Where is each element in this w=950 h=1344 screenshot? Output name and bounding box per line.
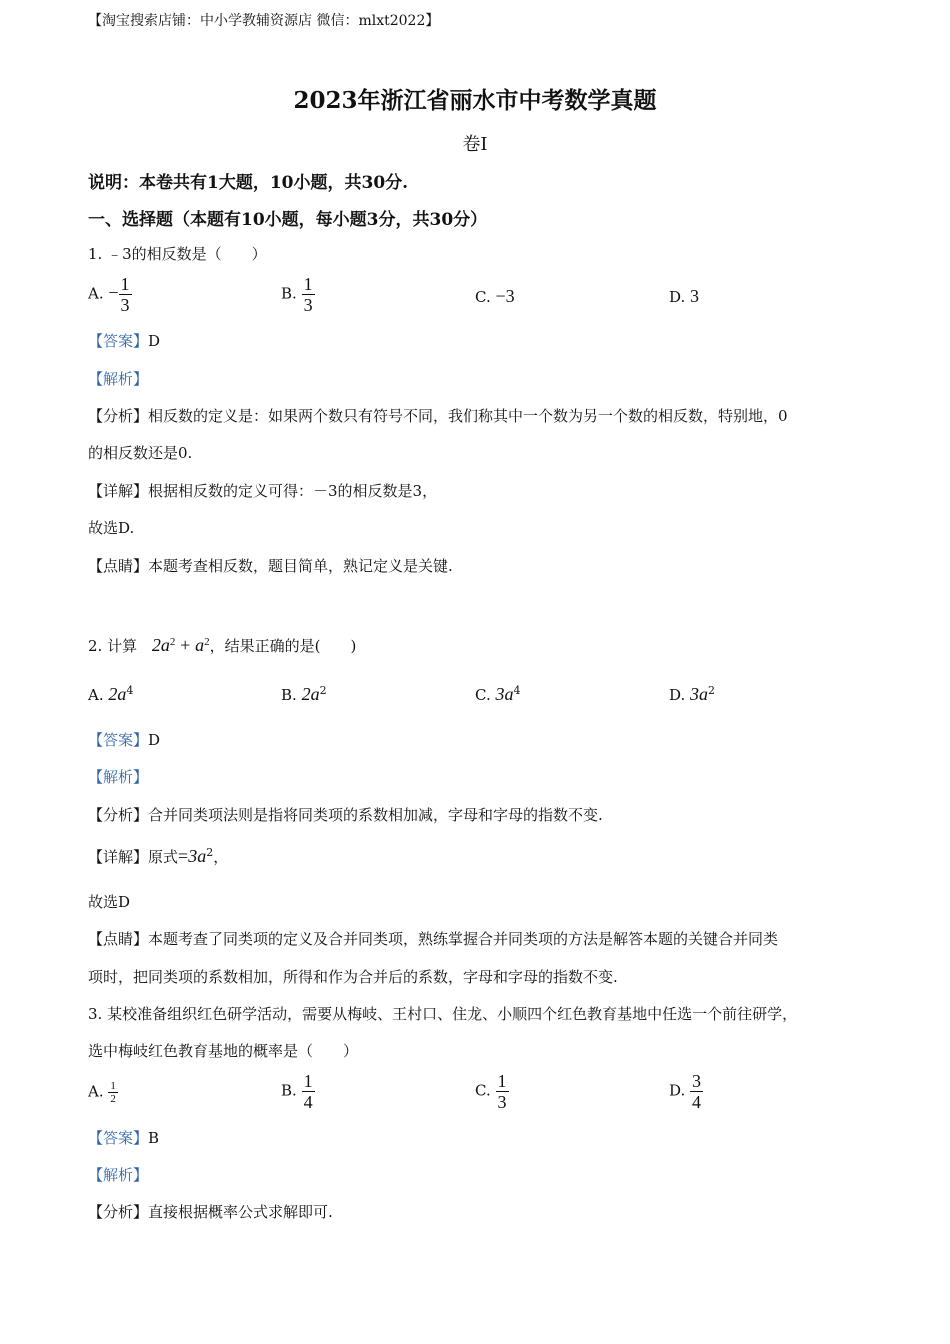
q2-fenxi: [88, 804, 603, 825]
q2-expr-plus: +: [180, 635, 191, 655]
xiangjie-tag: 【详解】: [88, 848, 149, 866]
q3-stem-2: 选中梅岐红色教育基地的概率是（ ）: [88, 1042, 359, 1060]
q3-option-d-fraction: [690, 1071, 703, 1112]
answer-tag: 【答案】: [88, 731, 149, 749]
answer-value: D: [148, 332, 161, 350]
q3-option-c-fraction: [496, 1071, 509, 1112]
q3-option-d: [669, 1071, 703, 1112]
page-title: 2023年浙江省丽水市中考数学真题: [293, 87, 657, 114]
denominator: 3: [303, 295, 313, 315]
numerator: 1: [497, 1071, 507, 1091]
q3-answer: [88, 1127, 159, 1148]
q2-xiangjie: [88, 846, 228, 867]
q3-option-b: [281, 1071, 315, 1112]
q2-option-b: [281, 684, 327, 705]
q2-option-a-label: A.: [88, 686, 104, 704]
q1-option-a: [88, 274, 132, 315]
q2-dianjing-2: 项时，把同类项的系数相加，所得和作为合并后的系数，字母和字母的指数不变.: [88, 968, 618, 986]
q3-option-a-label: A.: [88, 1082, 104, 1101]
dianjing-tag: 【点睛】: [88, 930, 149, 948]
numerator: 1: [110, 1080, 116, 1092]
denominator: 3: [120, 295, 130, 315]
q1-option-b: [281, 274, 315, 315]
instructions: 说明：本卷共有1大题，10小题，共30分.: [88, 173, 409, 193]
denominator: 3: [497, 1092, 507, 1112]
q2-expr-exp2: 2: [204, 636, 210, 648]
header-note: 【淘宝搜索店铺：中小学教辅资源店 微信：mlxt2022】: [88, 13, 440, 29]
q2-expr-exp1: 2: [169, 636, 176, 648]
q1-answer: [88, 330, 160, 351]
q2-option-d: [669, 684, 715, 705]
q2-option-c-base: 3a: [495, 684, 514, 704]
fenxi-text: 合并同类项法则是指将同类项的系数相加减，字母和字母的指数不变.: [148, 806, 603, 824]
q1-dianjing: [88, 555, 453, 576]
fenxi-tag: 【分析】: [88, 1203, 149, 1221]
q1-stem: 1. ﹣3的相反数是（ ）: [88, 245, 267, 263]
q3-option-a: [88, 1080, 118, 1105]
q2-gu-xuan: 故选D: [88, 893, 131, 911]
answer-tag: 【答案】: [88, 332, 149, 350]
q2-option-d-base: 3a: [690, 684, 709, 704]
q2-option-c-exp: 4: [513, 684, 521, 697]
q3-fenxi: [88, 1201, 333, 1222]
q2-option-a: [88, 684, 133, 705]
q3-option-b-fraction: [302, 1071, 315, 1112]
answer-value: D: [148, 731, 161, 749]
denominator: 4: [692, 1092, 702, 1112]
q1-option-d-label: D.: [669, 288, 686, 306]
q3-option-c-label: C.: [475, 1081, 491, 1100]
xiangjie-tag: 【详解】: [88, 482, 149, 500]
dianjing-text: 本题考查了同类项的定义及合并同类项，熟练掌握合并同类项的方法是解答本题的关键合并同类: [148, 930, 779, 948]
q3-option-a-fraction: [108, 1080, 118, 1105]
q2-answer: [88, 729, 160, 750]
q2-stem-prefix: 2. 计算: [88, 637, 138, 655]
q1-option-c-value: −3: [495, 286, 515, 306]
q2-dianjing-1: [88, 928, 778, 949]
q2-option-b-label: B.: [281, 686, 297, 704]
q2-option-a-base: 2a: [108, 684, 127, 704]
q2-option-d-exp: 2: [708, 684, 716, 697]
q1-analysis-tag: 【解析】: [88, 370, 149, 388]
section-title: 一、选择题（本题有10小题，每小题3分，共30分）: [88, 210, 488, 230]
q1-option-a-label: A.: [88, 284, 104, 303]
q2-stem: [88, 635, 356, 656]
xiangjie-eq: =: [178, 846, 189, 866]
q2-expr-term2: a: [195, 635, 205, 655]
answer-tag: 【答案】: [88, 1129, 149, 1147]
xiangjie-base: 3a: [188, 846, 207, 866]
q1-option-b-fraction: [302, 274, 315, 315]
q1-fenxi-1: [88, 405, 788, 426]
q3-option-b-label: B.: [281, 1081, 297, 1100]
denominator: 4: [303, 1092, 313, 1112]
q2-option-c-label: C.: [475, 686, 491, 704]
q1-xiangjie: [88, 480, 437, 501]
denominator: 2: [110, 1093, 116, 1105]
q1-option-d: [669, 286, 699, 307]
q1-option-c: [475, 286, 515, 307]
numerator: 1: [303, 1071, 313, 1091]
q2-option-a-exp: 4: [126, 684, 134, 697]
fenxi-text: 直接根据概率公式求解即可.: [148, 1203, 333, 1221]
xiangjie-exp: 2: [206, 846, 214, 859]
q3-analysis-tag: 【解析】: [88, 1166, 149, 1184]
numerator: 3: [692, 1071, 702, 1091]
q1-option-a-fraction: [119, 274, 132, 315]
q1-option-c-label: C.: [475, 288, 491, 306]
answer-value: B: [148, 1129, 160, 1147]
numerator: 1: [120, 274, 130, 294]
fenxi-text: 相反数的定义是：如果两个数只有符号不同，我们称其中一个数为另一个数的相反数，特别地，0: [148, 407, 788, 425]
q3-option-d-label: D.: [669, 1081, 686, 1100]
page-subtitle: 卷Ⅰ: [462, 134, 488, 155]
numerator: 1: [303, 274, 313, 294]
q2-option-b-exp: 2: [319, 684, 327, 697]
xiangjie-suffix: ，: [213, 848, 229, 866]
fenxi-tag: 【分析】: [88, 806, 149, 824]
q1-fenxi-2: 的相反数还是0.: [88, 444, 193, 462]
q2-option-d-label: D.: [669, 686, 686, 704]
q1-gu-xuan: 故选D.: [88, 519, 135, 537]
q1-option-b-label: B.: [281, 284, 297, 303]
q3-stem-1: 3. 某校准备组织红色研学活动，需要从梅岐、王村口、住龙、小顺四个红色教育基地中任选一个前往研学，: [88, 1005, 798, 1023]
q2-option-b-base: 2a: [301, 684, 320, 704]
q3-option-c: [475, 1071, 509, 1112]
xiangjie-prefix: 原式: [148, 848, 179, 866]
q2-option-c: [475, 684, 521, 705]
dianjing-text: 本题考查相反数，题目简单，熟记定义是关键.: [148, 557, 453, 575]
q2-analysis-tag: 【解析】: [88, 768, 149, 786]
dianjing-tag: 【点睛】: [88, 557, 149, 575]
xiangjie-text: 根据相反数的定义可得：－3的相反数是3，: [148, 482, 438, 500]
q1-option-a-sign: −: [108, 282, 119, 303]
q2-expr-term1: 2a: [151, 635, 170, 655]
q1-option-d-value: 3: [690, 286, 700, 306]
fenxi-tag: 【分析】: [88, 407, 149, 425]
q2-stem-suffix: ，结果正确的是( ): [209, 637, 357, 655]
